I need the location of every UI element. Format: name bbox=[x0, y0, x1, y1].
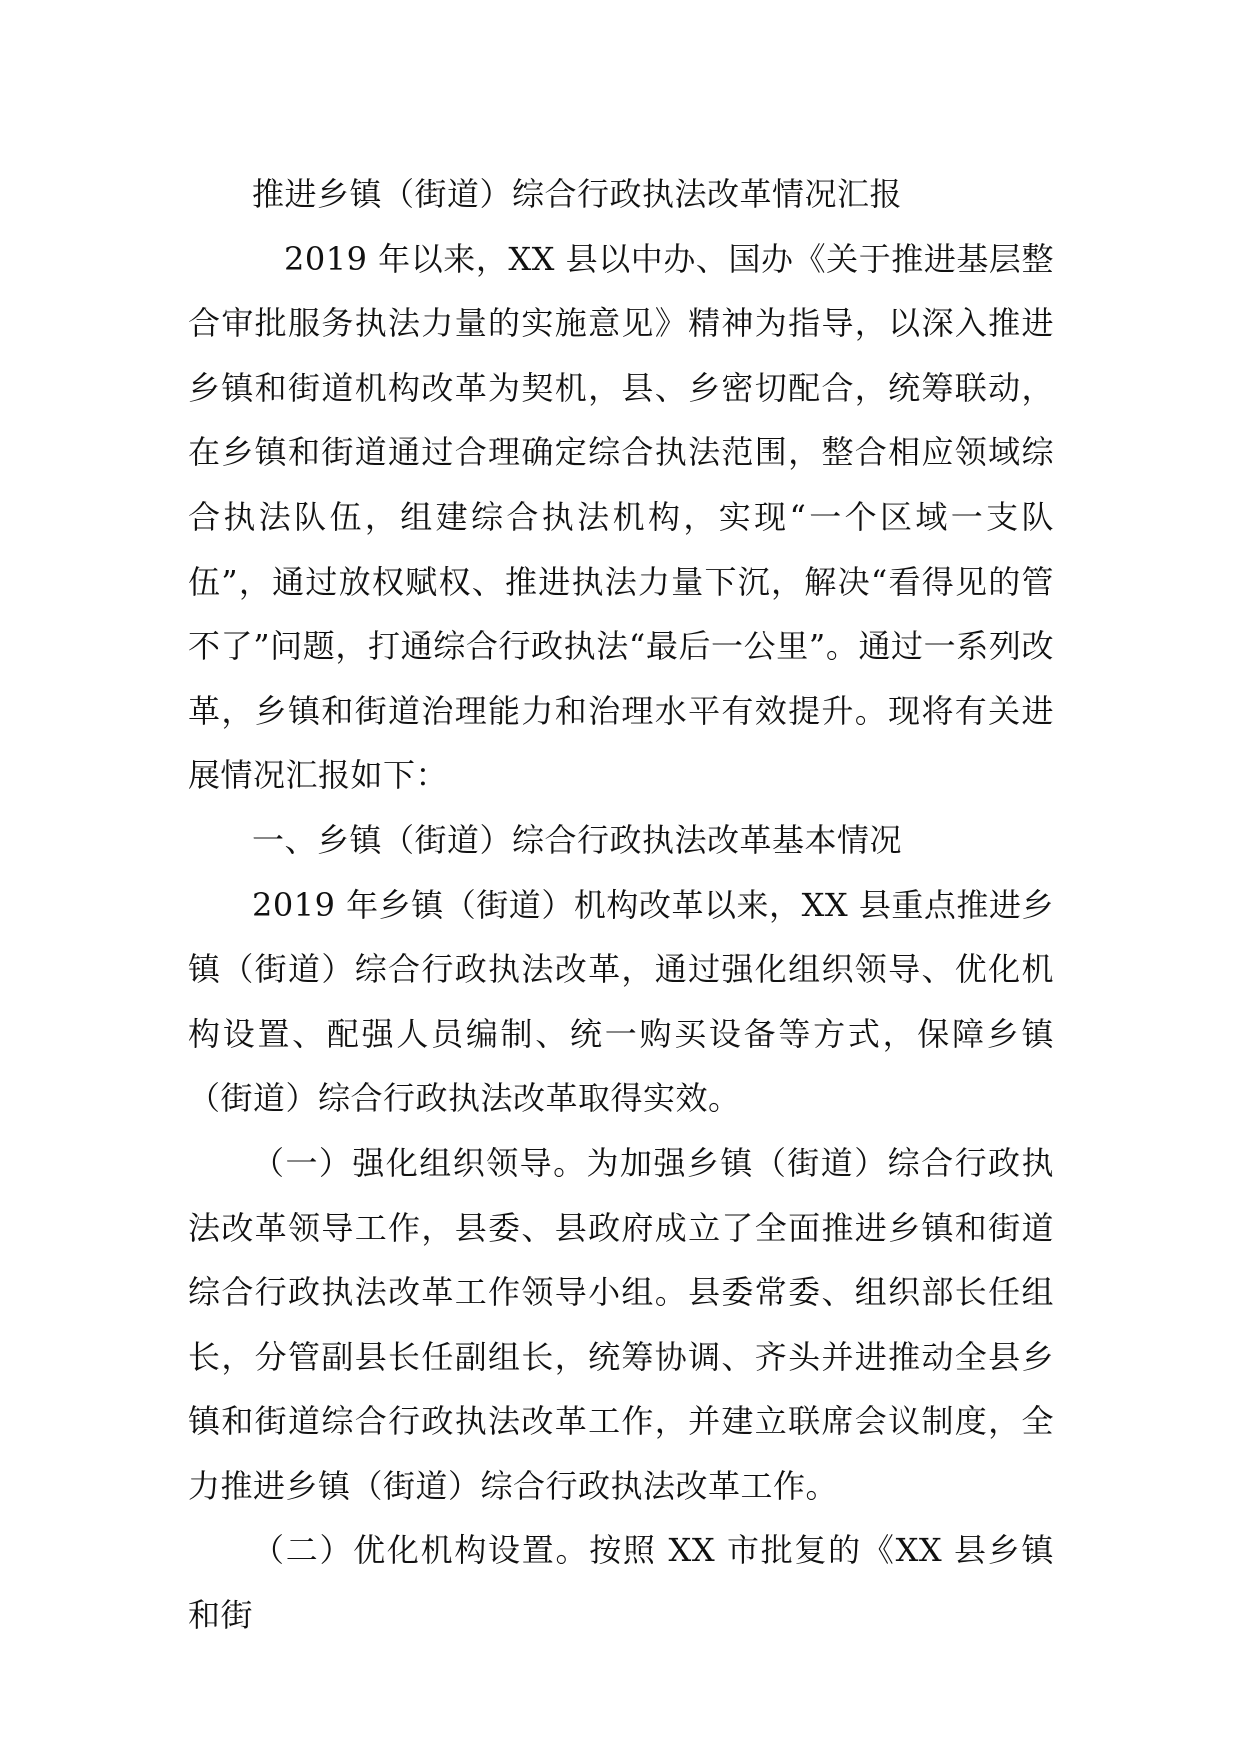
intro-paragraph: 2019 年以来，XX 县以中办、国办《关于推进基层整合审批服务执法力量的实施意见》精神为指导，以深入推进乡镇和街道机构改革为契机，县、乡密切配合，统筹联动，在乡镇和街道通过合理确定综合执法范围，整合相应领域综合执法队伍，组建综合执法机构，实现“一个区域一支队伍”，通过放权赋权、推进执法力量下沉，解决“看得见的管不了”问题，打通综合行政执法“最后一公里”。通过一系列改革，乡镇和街道治理能力和治理水平有效提升。现将有关进展情况汇报如下： bbox=[188, 239, 1054, 795]
basic-situation-paragraph: 2019 年乡镇（街道）机构改革以来，XX 县重点推进乡镇（街道）综合行政执法改革，通过强化组织领导、优化机构设置、配强人员编制、统一购买设备等方式，保障乡镇（街道）综合行政执法改革取得实效。 bbox=[188, 885, 1054, 1118]
document-body bbox=[188, 162, 1054, 1648]
subsection-organization-leadership: （一）强化组织领导。为加强乡镇（街道）综合行政执法改革领导工作，县委、县政府成立了全面推进乡镇和街道综合行政执法改革工作领导小组。县委常委、组织部长任组长，分管副县长任副组长，统筹协调、齐头并进推动全县乡镇和街道综合行政执法改革工作，并建立联席会议制度，全力推进乡镇（街道）综合行政执法改革工作。 bbox=[188, 1143, 1054, 1505]
section-heading-basic-situation: 一、乡镇（街道）综合行政执法改革基本情况 bbox=[252, 820, 903, 859]
subsection-optimize-structure: （二）优化机构设置。按照 XX 市批复的《XX 县乡镇和街 bbox=[188, 1531, 1054, 1635]
document-title: 推进乡镇（街道）综合行政执法改革情况汇报 bbox=[252, 175, 903, 213]
